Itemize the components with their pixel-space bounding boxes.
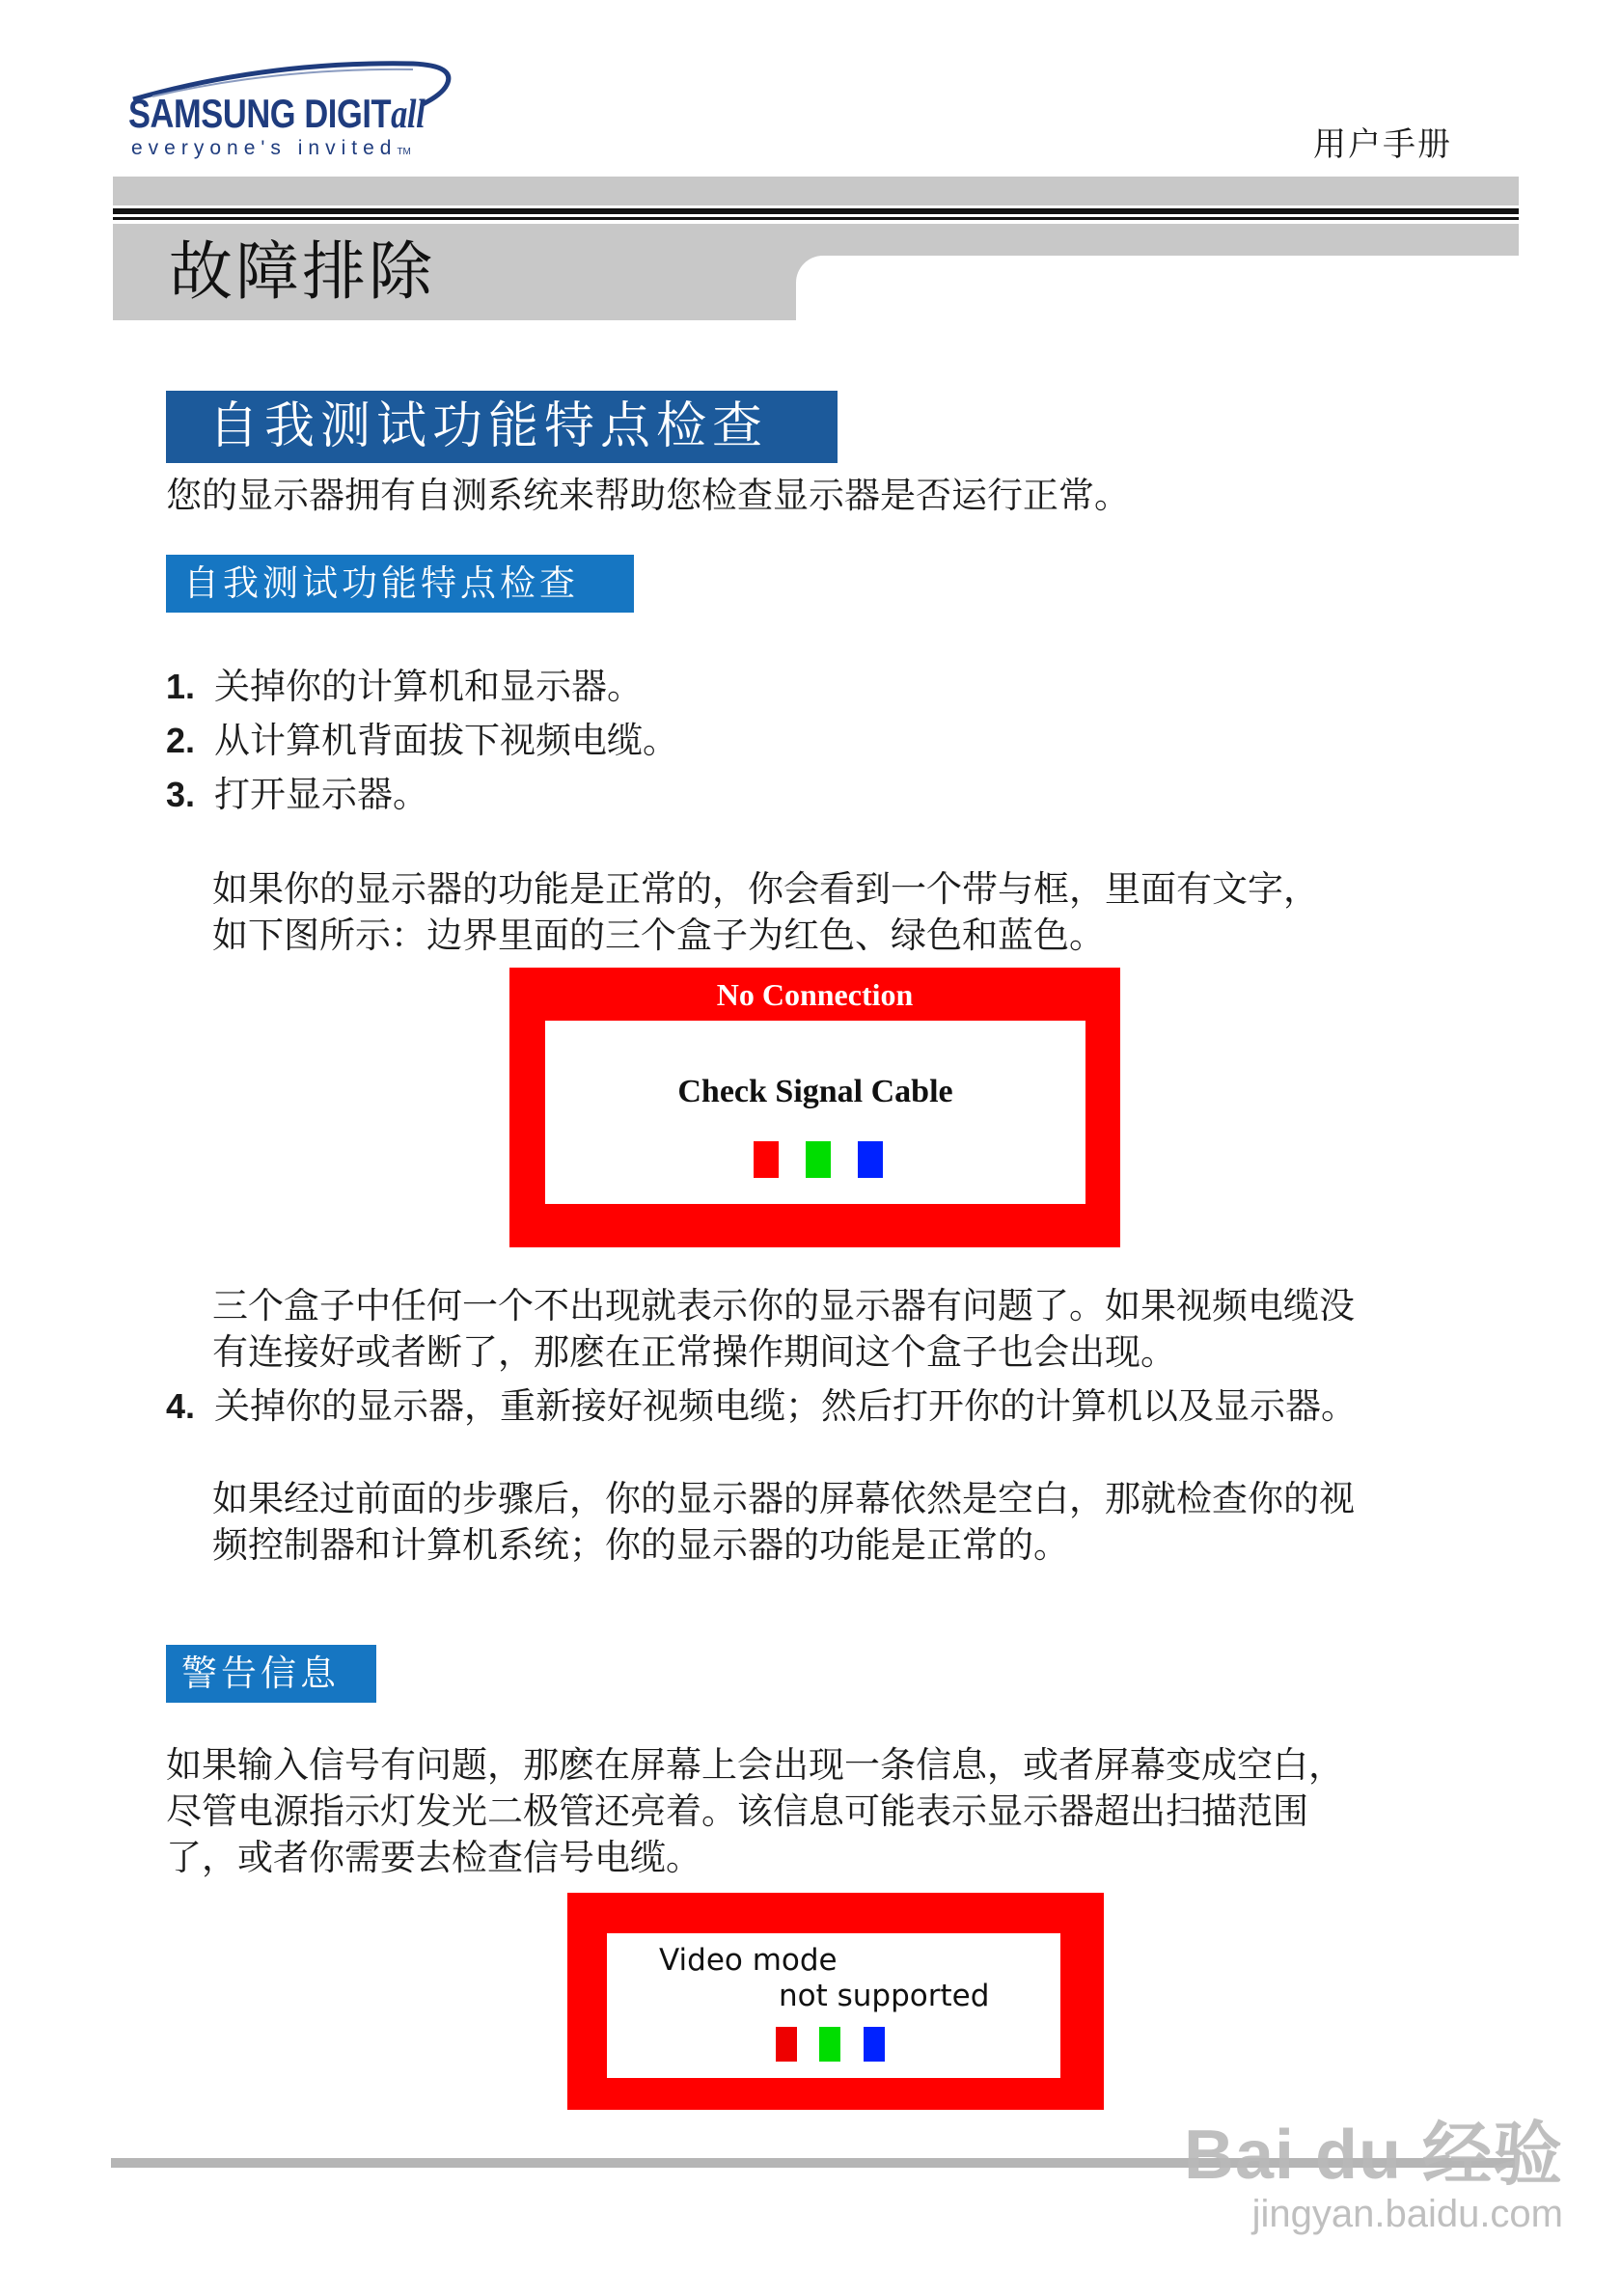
intro-text: 您的显示器拥有自测系统来帮助您检查显示器是否运行正常。	[166, 475, 1130, 516]
watermark-logo-text: Bai du 经验	[1183, 2117, 1563, 2194]
green-square-icon	[806, 1141, 831, 1178]
blue-square-icon	[864, 2027, 885, 2062]
logo-tagline: everyone's invitedTM	[131, 137, 411, 159]
screen-header-text: No Connection	[716, 977, 914, 1012]
step-item	[166, 772, 428, 818]
samsung-logo	[124, 56, 471, 162]
step-text: 关掉你的计算机和显示器。	[214, 666, 643, 707]
page-title: 故障排除	[169, 234, 435, 309]
step-item	[166, 664, 643, 710]
step-text: 关掉你的显示器，重新接好视频电缆；然后打开你的计算机以及显示器。	[214, 1385, 1357, 1427]
video-mode-screen	[567, 1893, 1104, 2110]
green-square-icon	[819, 2027, 840, 2062]
title-band-top	[113, 177, 1519, 205]
screen-message-line1: Video mode	[659, 1943, 838, 1978]
title-band-notch	[796, 256, 1529, 333]
red-square-icon	[776, 2027, 797, 2062]
step-number: 3.	[166, 775, 196, 814]
title-rule-thin	[113, 217, 1519, 220]
screen-message-box	[607, 1933, 1060, 2078]
paragraph-missing-box: 三个盒子中任何一个不出现就表示你的显示器有问题了。如果视频电缆没 有连接好或者断了，那麽在正常操作期间这个盒子也会出现。	[212, 1285, 1355, 1373]
blue-square-icon	[858, 1141, 883, 1178]
paragraph-warning: 如果输入信号有问题，那麽在屏幕上会出现一条信息，或者屏幕变成空白， 尽管电源指示灯发光二极管还亮着。该信息可能表示显示器超出扫描范围 了，或者你需要去检查信号电缆。	[166, 1744, 1344, 1878]
step-item	[166, 718, 678, 764]
no-connection-screen	[509, 968, 1120, 1247]
step-text: 打开显示器。	[214, 774, 428, 815]
manual-label: 用户手册	[1313, 125, 1452, 164]
screen-message-box	[545, 1021, 1085, 1204]
step-item	[166, 1383, 1357, 1430]
paragraph-normal-function: 如果你的显示器的功能是正常的，你会看到一个带与框，里面有文字， 如下图所示：边界里面的三个盒子为红色、绿色和蓝色。	[212, 868, 1319, 956]
screen-message-line2: not supported	[779, 1979, 990, 2013]
logo-wordmark: SAMSUNG DIGITall	[128, 91, 426, 137]
section-heading-warning: 警告信息	[166, 1645, 376, 1703]
screen-message-text: Check Signal Cable	[677, 1074, 953, 1109]
red-square-icon	[754, 1141, 779, 1178]
section-heading-self-test: 自我测试功能特点检查	[166, 391, 838, 463]
paragraph-blank-screen: 如果经过前面的步骤后，你的显示器的屏幕依然是空白，那就检查你的视 频控制器和计算机系统；你的显示器的功能是正常的。	[212, 1478, 1355, 1566]
title-rule	[113, 208, 1519, 214]
step-text: 从计算机背面拔下视频电缆。	[214, 720, 678, 761]
step-number: 1.	[166, 667, 196, 706]
step-number: 4.	[166, 1386, 196, 1426]
watermark-url: jingyan.baidu.com	[1251, 2193, 1563, 2235]
step-number: 2.	[166, 721, 196, 760]
baidu-watermark	[1184, 2098, 1563, 2236]
subsection-heading-self-test: 自我测试功能特点检查	[166, 555, 634, 613]
